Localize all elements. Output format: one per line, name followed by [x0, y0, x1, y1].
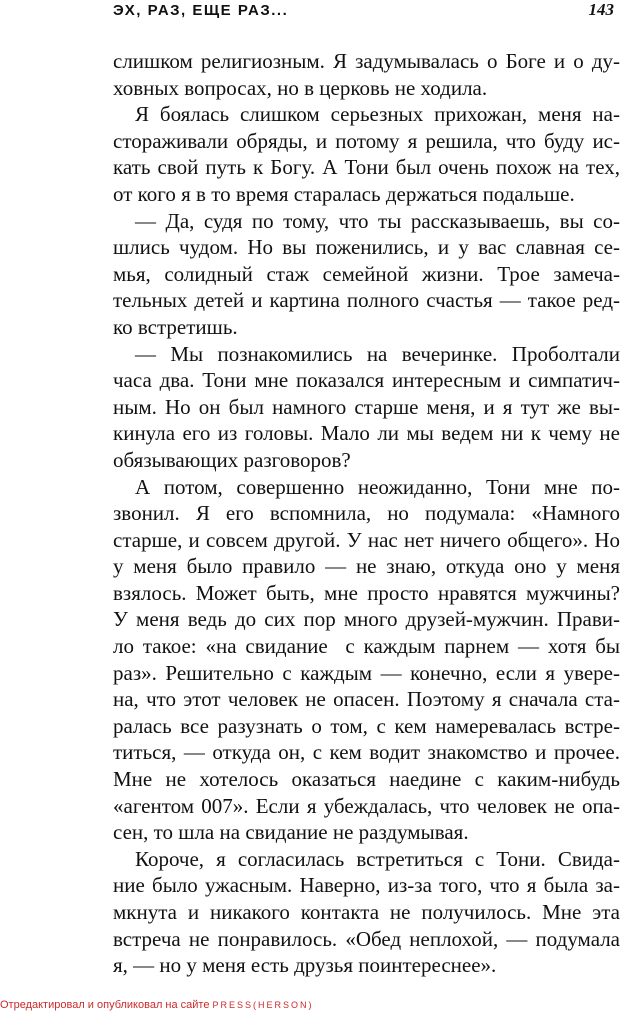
text-line: старше, и совсем другой. У нас нет ничего общего». Но — [113, 527, 620, 552]
text-line: ло такое: «на свидание с каждым парнем — хотя бы — [113, 634, 620, 659]
text-line: часа два. Тони мне показался интересным и симпатич- — [113, 368, 620, 393]
text-line: «агентом 007». Если я убеждалась, что человек не опа- — [113, 793, 620, 818]
text-line: Мне не хотелось оказаться наедине с каким-нибудь — [113, 767, 620, 792]
text-line: мья, солидный стаж семейной жизни. Трое замеча- — [113, 261, 620, 286]
text-line: обязывающих разговоров? — [113, 447, 351, 472]
text-line: У меня ведь до сих пор много друзей-мужчин. Прави- — [113, 607, 620, 632]
text-line: — Мы познакомились на вечеринке. Проболтали — [135, 341, 620, 366]
text-line: А потом, совершенно неожиданно, Тони мне по- — [135, 474, 620, 499]
text-line: Я боялась слишком серьезных прихожан, меня на- — [135, 102, 620, 127]
text-line: слишком религиозным. Я задумывалась о Боге и о ду- — [113, 49, 620, 73]
text-line: — Да, судя по тому, что ты рассказываешь, вы со- — [135, 208, 620, 233]
text-line: ко встретишь. — [113, 314, 238, 339]
footer-brand: PRESS(HERSON) — [212, 1000, 314, 1010]
text-line: ние было ужасным. Наверно, из-за того, что я была за- — [113, 873, 620, 898]
footer-text: Отредактировал и опубликовал на сайте — [0, 999, 213, 1011]
text-line: кинула его из головы. Мало ли мы ведем ни к чему не — [113, 421, 620, 446]
running-title: ЭХ, РАЗ, ЕЩЕ РАЗ... — [113, 2, 289, 19]
text-line: звонил. Я его вспомнила, но подумала: «Намного — [113, 501, 620, 526]
text-line: ным. Но он был намного старше меня, и я тут же вы- — [113, 394, 620, 419]
text-line: тельных детей и картина полного счастья — такое ред- — [113, 288, 620, 313]
text-line: кать свой путь к Богу. А Тони был очень похож на тех, — [113, 155, 620, 180]
text-line: Короче, я согласилась встретиться с Тони. Свида- — [135, 846, 620, 871]
body-text — [113, 48, 620, 979]
text-line: на, что этот человек не опасен. Поэтому я сначала ста- — [113, 687, 620, 712]
text-line: сен, то шла на свидание не раздумывая. — [113, 820, 469, 845]
text-line: ралась все разузнать о том, с кем намеревалась встре- — [113, 713, 620, 738]
text-line: мкнута и никакого контакта не получилось. Мне эта — [113, 900, 620, 924]
text-line: стораживали обряды, и потому я решила, что буду ис- — [113, 128, 620, 153]
text-line: у меня было правило — не знаю, откуда оно у меня — [113, 554, 620, 579]
text-line: шлись чудом. Но вы поженились, и у вас славная се- — [113, 235, 620, 260]
text-line: от кого я в то время старалась держаться подальше. — [113, 181, 575, 206]
text-line: взялось. Может быть, мне просто нравятся мужчины? — [113, 580, 620, 605]
text-line: встреча не понравилось. «Обед неплохой, — подумала — [113, 926, 620, 951]
page-number: 143 — [588, 0, 614, 19]
text-line: титься, — откуда он, с кем водит знакомство и прочее. — [113, 740, 620, 765]
text-line: ховных вопросах, но в церковь не ходила. — [113, 75, 488, 100]
text-line: я, — но у меня есть друзья поинтереснее». — [113, 953, 497, 978]
publisher-footer — [0, 999, 314, 1011]
text-line: раз». Решительно с каждым — конечно, если я увере- — [113, 660, 620, 685]
